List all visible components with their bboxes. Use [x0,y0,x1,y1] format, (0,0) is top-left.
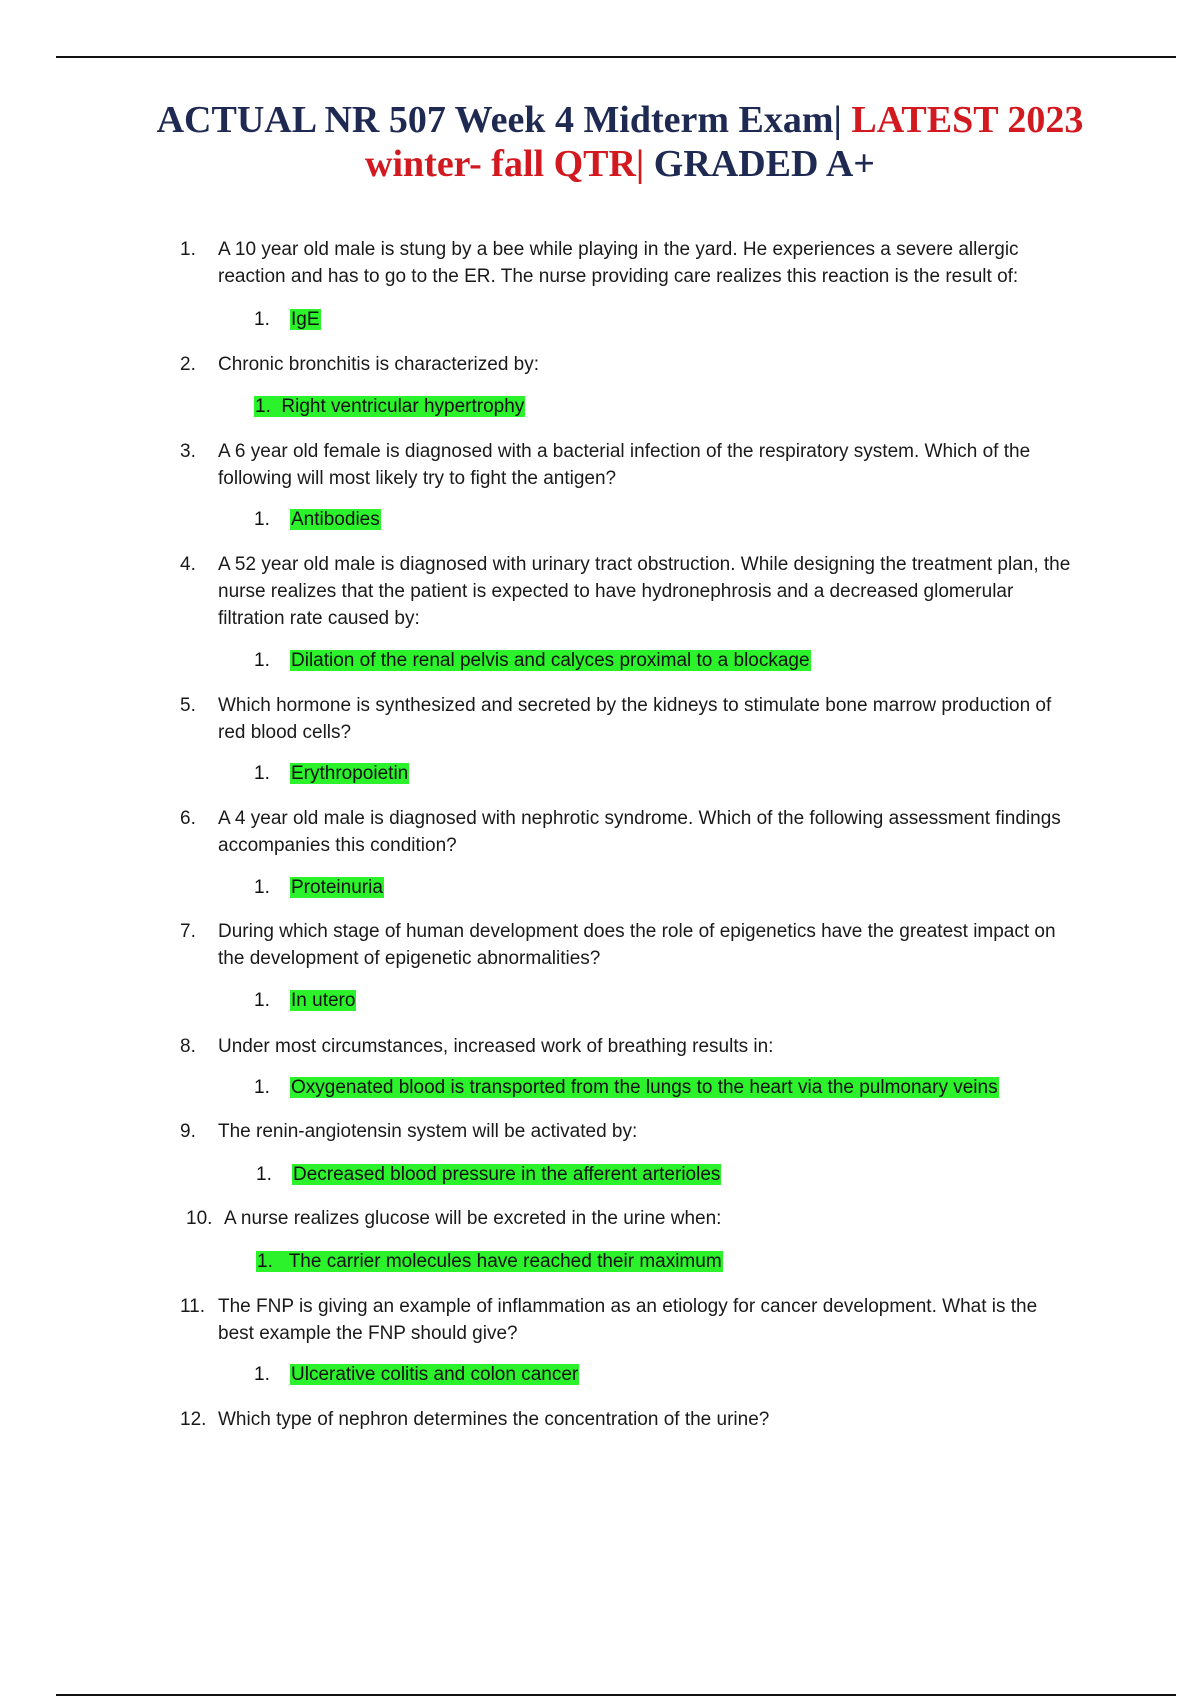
question-number: 4. [180,554,196,575]
answer-item [254,875,384,900]
answer-item [254,988,356,1013]
answer-number: 1. [254,509,270,530]
question-text: A nurse realizes glucose will be excreted in the urine when: [224,1208,722,1229]
question-number: 9. [180,1121,196,1142]
answer-highlight: Erythropoietin [291,763,409,784]
question-number: 12. [180,1409,207,1430]
answer-highlight [254,396,525,417]
question-number: 2. [180,354,196,375]
title-part-4: GRADED A+ [653,143,875,185]
question-number: 10. [186,1208,213,1229]
question-text: A 52 year old male is diagnosed with urinary tract obstruction. While designing the treatment plan, the nurse realizes that the patient is expected to have hydronephrosis and a decreased glomerular filtration rate caused by: [218,554,1071,629]
answer-number: 1. [254,763,270,784]
document-title [60,98,1180,186]
answer-highlight: Proteinuria [291,877,383,898]
question-text: During which stage of human development does the role of epigenetics have the greatest impact on the development of epigenetic abnormalities? [218,921,1056,969]
answer-item [254,1075,999,1100]
answer-item [254,1362,579,1387]
answer-text: The carrier molecules have reached their maximum [288,1251,722,1272]
question-text: A 4 year old male is diagnosed with nephrotic syndrome. Which of the following assessment findings accompanies this condition? [218,808,1061,856]
answer-number: 1. [254,650,270,671]
answer-highlight: Oxygenated blood is transported from the lungs to the heart via the pulmonary veins [291,1077,998,1098]
question-number: 3. [180,441,196,462]
answer-highlight: In utero [291,990,356,1011]
answer-number: 1. [255,396,271,417]
question-text: Which hormone is synthesized and secreted by the kidneys to stimulate bone marrow production of red blood cells? [218,695,1052,743]
answer-number: 1. [254,1077,270,1098]
answer-highlight: Ulcerative colitis and colon cancer [291,1364,579,1385]
answer-item [256,1162,721,1187]
answer-item [254,648,811,673]
question-number: 11. [180,1296,206,1317]
question-number: 5. [180,695,196,716]
question-number: 6. [180,808,196,829]
bottom-rule [56,1694,1176,1696]
answer-item [254,507,381,532]
answer-number: 1. [254,877,270,898]
question-text: A 6 year old female is diagnosed with a bacterial infection of the respiratory system. Which of the following will most likely try to fight the antigen? [218,441,1031,489]
answer-item [254,307,321,332]
title-part-3: winter- fall QTR| [365,143,645,185]
title-part-2: LATEST 2023 [851,99,1084,141]
answer-number: 1. [256,1164,272,1185]
answer-number: 1. [254,1364,270,1385]
answer-highlight: Decreased blood pressure in the afferent arterioles [293,1164,721,1185]
answer-highlight [256,1251,723,1272]
answer-highlight: Antibodies [291,509,380,530]
answer-number: 1. [257,1251,273,1272]
question-number: 7. [180,921,196,942]
answer-highlight: IgE [291,309,320,330]
question-text: Which type of nephron determines the concentration of the urine? [218,1409,770,1430]
question-text: A 10 year old male is stung by a bee while playing in the yard. He experiences a severe allergic reaction and has to go to the ER. The nurse providing care realizes this reaction is the result of: [218,239,1019,287]
answer-item [254,761,409,786]
answer-number: 1. [254,309,270,330]
answer-number: 1. [254,990,270,1011]
title-part-1: ACTUAL NR 507 Week 4 Midterm Exam| [156,99,842,141]
question-number: 8. [180,1036,196,1057]
question-text: Chronic bronchitis is characterized by: [218,354,540,375]
answer-item [254,394,525,419]
question-text: Under most circumstances, increased work of breathing results in: [218,1036,774,1057]
question-text: The renin-angiotensin system will be activated by: [218,1121,638,1142]
question-number: 1. [180,239,196,260]
answer-text: Right ventricular hypertrophy [281,396,525,417]
answer-item [256,1249,723,1274]
question-text: The FNP is giving an example of inflammation as an etiology for cancer development. What is the best example the FNP should give? [218,1296,1038,1344]
top-rule [56,56,1176,58]
answer-highlight: Dilation of the renal pelvis and calyces proximal to a blockage [291,650,810,671]
